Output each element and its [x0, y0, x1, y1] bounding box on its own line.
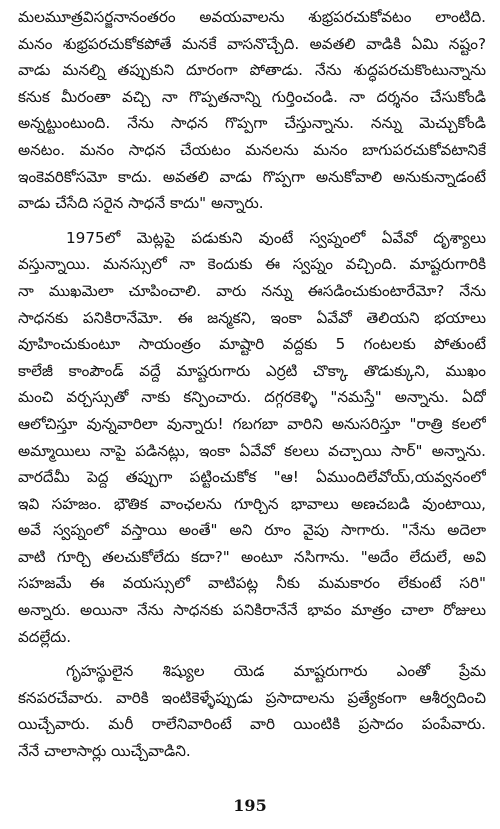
text-line: మనం శుభ్రపరచుకోకపోతే మనకే వాసనొచ్చేది. అవతలి వాడికి ఏమి నష్టం?: [18, 34, 486, 53]
text-line: మంచి వర్చస్సుతో నాకు కన్పించారు. దగ్గరకెళ్ళి "నమస్తే" అన్నాను. ఏదో: [18, 388, 486, 407]
paragraph-3: [18, 658, 486, 764]
page-number: 195: [233, 796, 267, 815]
paragraph-spacer: [18, 217, 486, 225]
text-line: మలమూత్రవిసర్జనానంతరం అవయవాలను శుభ్రపరచుకోవటం లాంటిది.: [18, 8, 486, 26]
text-line: అన్నట్టుంటుంది. నేను సాధన గొప్పగా చేస్తున్నాను. నన్ను మెచ్చుకోండి: [18, 114, 486, 133]
text-line: యిచ్చేవారు. మరీ రాలేనివారింటే వారి యింటికి ప్రసాదం పంపేవారు.: [18, 715, 486, 734]
paragraph-1: [18, 4, 486, 217]
text-line: వస్తున్నాయి. మనస్సులో నా కెందుకు ఈ స్వప్నం వచ్చింది. మాష్టరుగారికి: [18, 255, 486, 274]
paragraph-2: [18, 225, 486, 651]
text-line: నేనే చాలాసార్లు యిచ్చేవాడిని.: [18, 742, 191, 761]
text-line: వారదేమీ పెద్ద తప్పుగా పట్టించుకోక "ఆ! ఏముందిలేవోయ్,యవ్వనంలో: [18, 468, 486, 487]
text-line: సాధనకు పనికిరానేమో. ఈ జన్మకని, ఇంకా ఏవేవో తెలియని భయాలు: [18, 308, 486, 327]
text-line: వూహించుకుంటూ సాయంత్రం మాష్టారి వద్దకు 5 గంటలకు పోతుంటే: [18, 335, 486, 354]
text-line: గృహస్థులైన శిష్యుల యెడ మాష్టరుగారు ఎంతో ప్రేమ: [66, 662, 486, 681]
text-line: ఆలోచిస్తూ వున్నవారిలా వున్నారు! గబగబా వారిని అనుసరిస్తూ "రాత్రి కలలో: [18, 414, 486, 433]
text-line: 1975లో మెట్లపై పడుకుని వుంటే స్వప్నంలో ఏవేవో దృశ్యాలు: [66, 228, 486, 247]
text-line: ఇంకెవరికోసమో కాదు. అవతలి వాడు గొప్పగా అనుకోవాలి అనుకున్నాడంటే: [18, 167, 486, 186]
text-line: అమ్మాయిలు నాపై పడినట్లు, ఇంకా ఏవేవో కలలు వచ్చాయి సార్" అన్నాను.: [18, 441, 486, 460]
text-line: కాలేజీ కాంపౌండ్ వద్దే మాష్టరుగారు ఎర్రటి చొక్కా తొడుక్కుని, ముఖం: [18, 361, 486, 380]
text-line: అన్నారు. అయినా నేను సాధనకు పనికిరానేనే భావం మాత్రం చాలా రోజులు: [18, 601, 486, 620]
text-line: కనపరచేవారు. వారికి ఇంటికెళ్ళేప్పుడు ప్రసాదాలను ప్రత్యేకంగా ఆశీర్వదించి: [18, 688, 486, 707]
text-line: వదల్లేదు.: [18, 627, 72, 646]
text-line: సహజమే ఈ వయస్సులో వాటిపట్ల నీకు మమకారం లేకుంటే సరి": [18, 574, 486, 593]
text-line: కనుక మీరంతా వచ్చి నా గొప్పతనాన్ని గుర్తించండి. నా దర్శనం చేసుకోండి: [18, 87, 486, 106]
text-line: నా ముఖమెలా చూపించాలి. వారు నన్ను ఈసడించుకుంటారేమో? నేను: [18, 281, 486, 300]
text-line: వాడు మనల్ని తప్పుకుని దూరంగా పోతాడు. నేను శుద్ధపరచుకొంటున్నాను: [18, 61, 486, 80]
body-text: [18, 4, 486, 765]
text-line: వాటి గూర్చి తలచుకోలేదు కదా?" అంటూ నసిగాను. "అదేం లేదులే, అవి: [18, 547, 486, 566]
text-line: అనటం. మనం సాధన చేయటం మనలను మనం బాగుపరచుకోవటానికే: [18, 140, 486, 159]
text-line: ఇవి సహజం. భౌతిక వాంఛలను గూర్చిన భావాలు అణచబడి వుంటాయి,: [18, 494, 486, 513]
text-line: అవే స్వప్నంలో వస్తాయి అంతే" అని రూం వైపు సాగారు. "నేను అదెలా: [18, 521, 486, 540]
text-line: వాడు చేసేది సరైన సాధనే కాదు" అన్నారు.: [18, 194, 264, 213]
paragraph-spacer: [18, 650, 486, 658]
